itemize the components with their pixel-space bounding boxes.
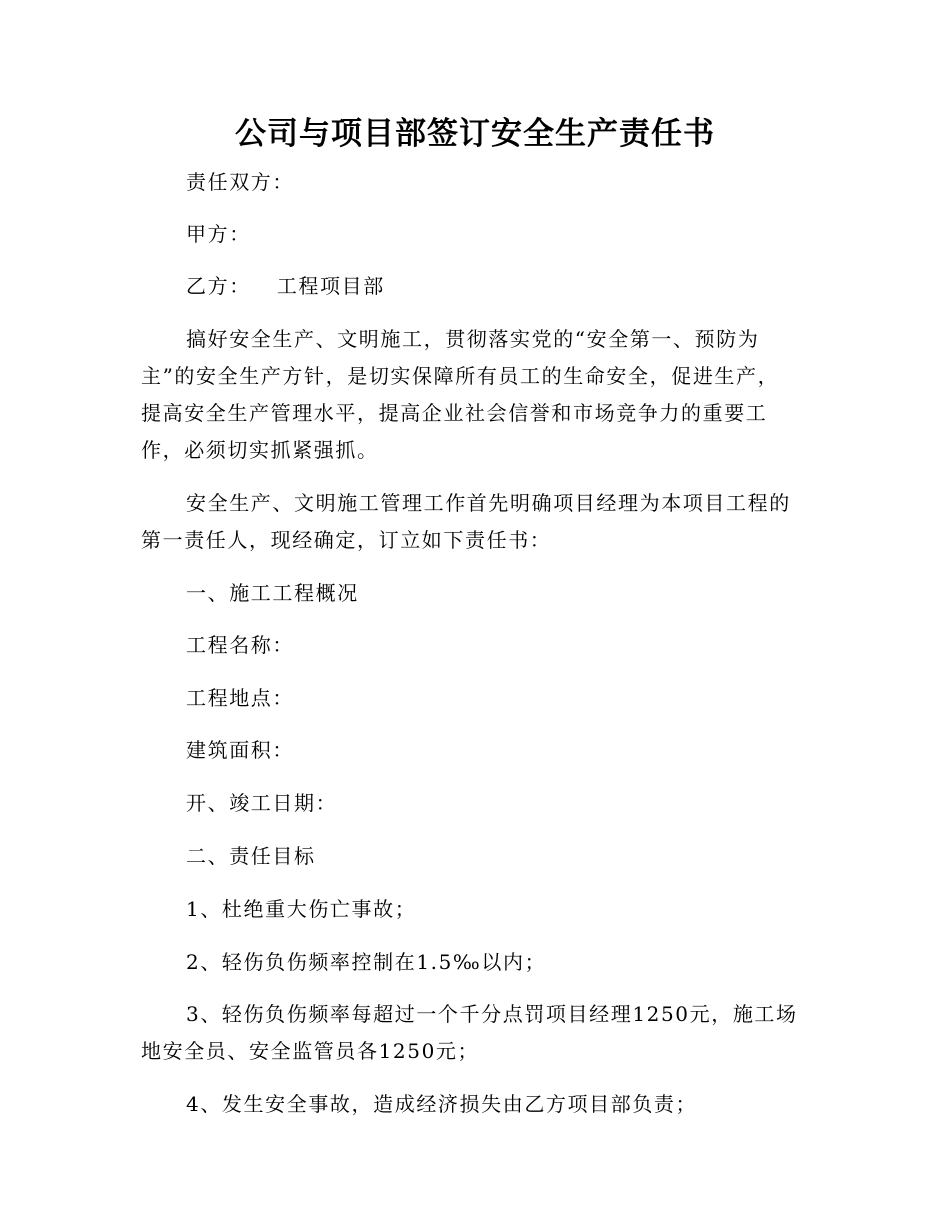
responsibility-line: 第一责任人，现经确定，订立如下责任书： — [141, 528, 552, 552]
goal-3-line: 3、轻伤负伤频率每超过一个千分点罚项目经理1250元，施工场 — [186, 1002, 798, 1026]
goal-1: 1、杜绝重大伤亡事故； — [186, 897, 417, 921]
start-end-date-label: 开、竣工日期： — [186, 791, 338, 815]
responsibility-paragraph — [141, 485, 791, 559]
goal-2: 2、轻伤负伤频率控制在1.5‰以内； — [186, 950, 547, 974]
building-area-label: 建筑面积： — [186, 738, 294, 762]
project-location-label: 工程地点： — [186, 686, 294, 710]
intro-line: 提高安全生产管理水平，提高企业社会信誉和市场竞争力的重要工 — [141, 401, 768, 425]
intro-line: 作，必须切实抓紧强抓。 — [141, 438, 379, 462]
project-name-label: 工程名称： — [186, 633, 294, 657]
intro-line: 主”的安全生产方针，是切实保障所有员工的生命安全，促进生产， — [141, 364, 780, 388]
party-b-label: 乙方： — [186, 274, 251, 298]
responsibility-line: 安全生产、文明施工管理工作首先明确项目经理为本项目工程的 — [186, 491, 791, 515]
party-b-value: 工程项目部 — [276, 274, 385, 298]
goal-3-paragraph — [141, 996, 798, 1070]
intro-line: 搞好安全生产、文明施工，贯彻落实党的“安全第一、预防为 — [186, 327, 760, 351]
section-2-heading: 二、责任目标 — [186, 844, 316, 868]
party-b-line — [186, 268, 385, 305]
document-title: 公司与项目部签订安全生产责任书 — [235, 116, 715, 152]
section-1-heading: 一、施工工程概况 — [186, 581, 359, 605]
intro-paragraph — [141, 321, 779, 469]
goal-3-line: 地安全员、安全监管员各1250元； — [141, 1039, 480, 1063]
party-a-label: 甲方： — [186, 222, 251, 246]
parties-label: 责任双方： — [186, 170, 294, 194]
goal-4: 4、发生安全事故，造成经济损失由乙方项目部负责； — [186, 1092, 698, 1116]
